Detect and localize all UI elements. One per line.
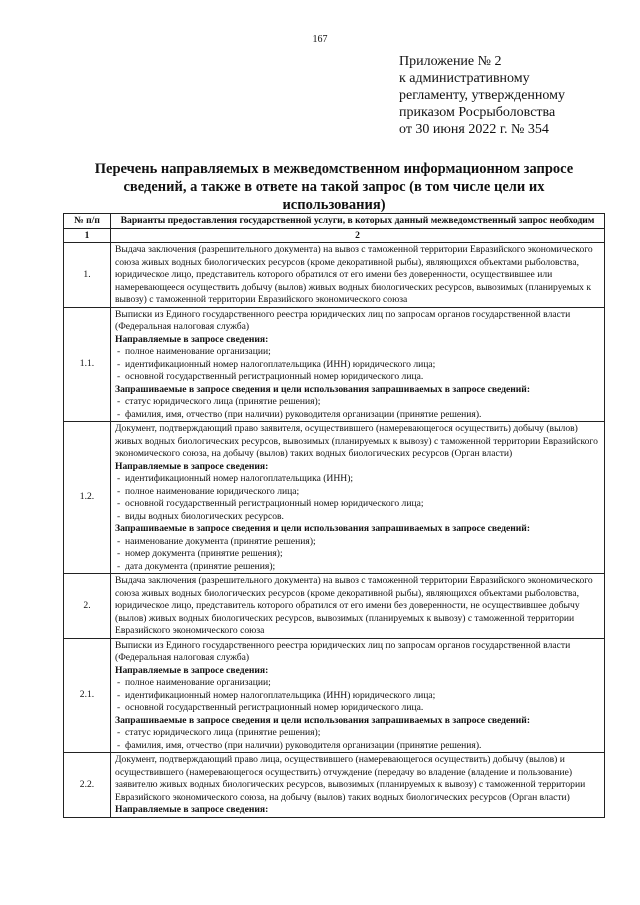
- requested-heading: Запрашиваемые в запросе сведения и цели использования запрашиваемых в запросе сведений:: [115, 383, 531, 395]
- column-number: 2: [111, 228, 605, 243]
- requested-heading: Запрашиваемые в запросе сведения и цели использования запрашиваемых в запросе сведений:: [115, 523, 531, 534]
- list-item: - дата документа (принятие решения);: [115, 561, 600, 574]
- appendix-block: [399, 53, 565, 138]
- appendix-line: приказом Росрыболовства: [399, 105, 556, 120]
- row-intro: Документ, подтверждающий право заявителя, осуществившего (намеревающегося осуществить) добычу (вылов) живых водных биологических ресурсов, вывозимых (планируемых к вывозу) с таможенной территории Евразийского экономического союза, на добычу (вылов) таких водных биологических ресурсов (Орган власти): [115, 423, 598, 459]
- list-item: - идентификационный номер налогоплательщика (ИНН) юридического лица;: [115, 690, 600, 703]
- list-item: - основной государственный регистрационный номер юридического лица.: [115, 702, 600, 715]
- header-variants: Варианты предоставления государственной услуги, в которых данный межведомственный запрос необходим: [111, 214, 605, 229]
- table-row: [64, 638, 605, 753]
- row-intro: Документ, подтверждающий право лица, осуществившего (намеревающегося осуществить) добычу (вылов) и осуществившего (намеревающегося осуществить) отчуждение (передачу во владение (владение и пользование) заявителю живых водных биологических ресурсов, вывозимых (планируемых к вывозу) с таможенной территории Евразийского экономического союза, на добычу (вылов) таких водных биологических ресурсов (Орган власти): [115, 754, 586, 803]
- appendix-line: Приложение № 2: [399, 54, 502, 69]
- row-number: 1.2.: [64, 422, 111, 574]
- sent-heading: Направляемые в запросе сведения:: [115, 333, 269, 345]
- column-number-row: [64, 228, 605, 243]
- list-item: - идентификационный номер налогоплательщика (ИНН) юридического лица;: [115, 359, 600, 372]
- list-item: - статус юридического лица (принятие решения);: [115, 396, 600, 409]
- appendix-line: от 30 июня 2022 г. № 354: [399, 122, 549, 137]
- list-item: - номер документа (принятие решения);: [115, 548, 600, 561]
- list-item: - наименование документа (принятие решения);: [115, 536, 600, 549]
- table-row: [64, 422, 605, 574]
- sent-heading: Направляемые в запросе сведения:: [115, 460, 269, 472]
- table-row: [64, 574, 605, 639]
- requests-table: [63, 213, 605, 818]
- list-item: - полное наименование организации;: [115, 346, 600, 359]
- row-number: 1.1.: [64, 307, 111, 422]
- sent-heading: Направляемые в запросе сведения:: [115, 664, 269, 676]
- row-intro: Выписки из Единого государственного реестра юридических лиц по запросам органов государственной власти (Федеральная налоговая служба): [115, 639, 571, 663]
- row-number: 2.2.: [64, 753, 111, 818]
- row-content: [111, 307, 605, 422]
- document-title: Перечень направляемых в межведомственном информационном запросе сведений, а также в ответе на такой запрос (в том числе цели их использования): [94, 161, 574, 213]
- list-item: - идентификационный номер налогоплательщика (ИНН);: [115, 473, 600, 486]
- list-item: - полное наименование юридического лица;: [115, 486, 600, 499]
- appendix-line: регламенту, утвержденному: [399, 88, 565, 103]
- row-intro: Выписки из Единого государственного реестра юридических лиц по запросам органов государственной власти (Федеральная налоговая служба): [115, 308, 571, 332]
- row-text: Выдача заключения (разрешительного документа) на вывоз с таможенной территории Евразийского экономического союза живых водных биологических ресурсов (кроме декоративной рыбы), являющихся объектами рыболовства, юридическое лицо, представитель которого обратился от его имени без доверенности, не осуществившее добычу (вылов) живых водных биологических ресурсов, вывозимых (планируемых к вывозу) с таможенной территории Евразийского экономического союза: [111, 574, 605, 639]
- page-number: 167: [312, 34, 328, 45]
- row-text: Выдача заключения (разрешительного документа) на вывоз с таможенной территории Евразийского экономического союза живых водных биологических ресурсов (кроме декоративной рыбы), являющихся объектами рыболовства, юридическое лицо, представитель которого обратился от его имени без доверенности, осуществившее или намеревающееся осуществить добычу (вылов) живых водных биологических ресурсов, вывозимых (планируемых к вывозу) с таможенной территории Евразийского экономического союза: [111, 243, 605, 308]
- row-content: [111, 422, 605, 574]
- list-item: - виды водных биологических ресурсов.: [115, 511, 600, 524]
- row-number: 2.: [64, 574, 111, 639]
- row-content: [111, 753, 605, 818]
- table-row: [64, 307, 605, 422]
- row-number: 2.1.: [64, 638, 111, 753]
- list-item: - фамилия, имя, отчество (при наличии) руководителя организации (принятие решения).: [115, 740, 600, 753]
- list-item: - фамилия, имя, отчество (при наличии) руководителя организации (принятие решения).: [115, 409, 600, 422]
- list-item: - основной государственный регистрационный номер юридического лица.: [115, 371, 600, 384]
- list-item: - статус юридического лица (принятие решения);: [115, 727, 600, 740]
- appendix-line: к административному: [399, 71, 530, 86]
- list-item: - основной государственный регистрационный номер юридического лица;: [115, 498, 600, 511]
- requested-heading: Запрашиваемые в запросе сведения и цели использования запрашиваемых в запросе сведений:: [115, 714, 531, 726]
- table-row: [64, 243, 605, 308]
- list-item: - полное наименование организации;: [115, 677, 600, 690]
- column-number: 1: [64, 228, 111, 243]
- table-row: [64, 753, 605, 818]
- sent-heading: Направляемые в запросе сведения:: [115, 804, 269, 815]
- row-content: [111, 638, 605, 753]
- row-number: 1.: [64, 243, 111, 308]
- header-number: № п/п: [64, 214, 111, 229]
- table-header-row: [64, 214, 605, 229]
